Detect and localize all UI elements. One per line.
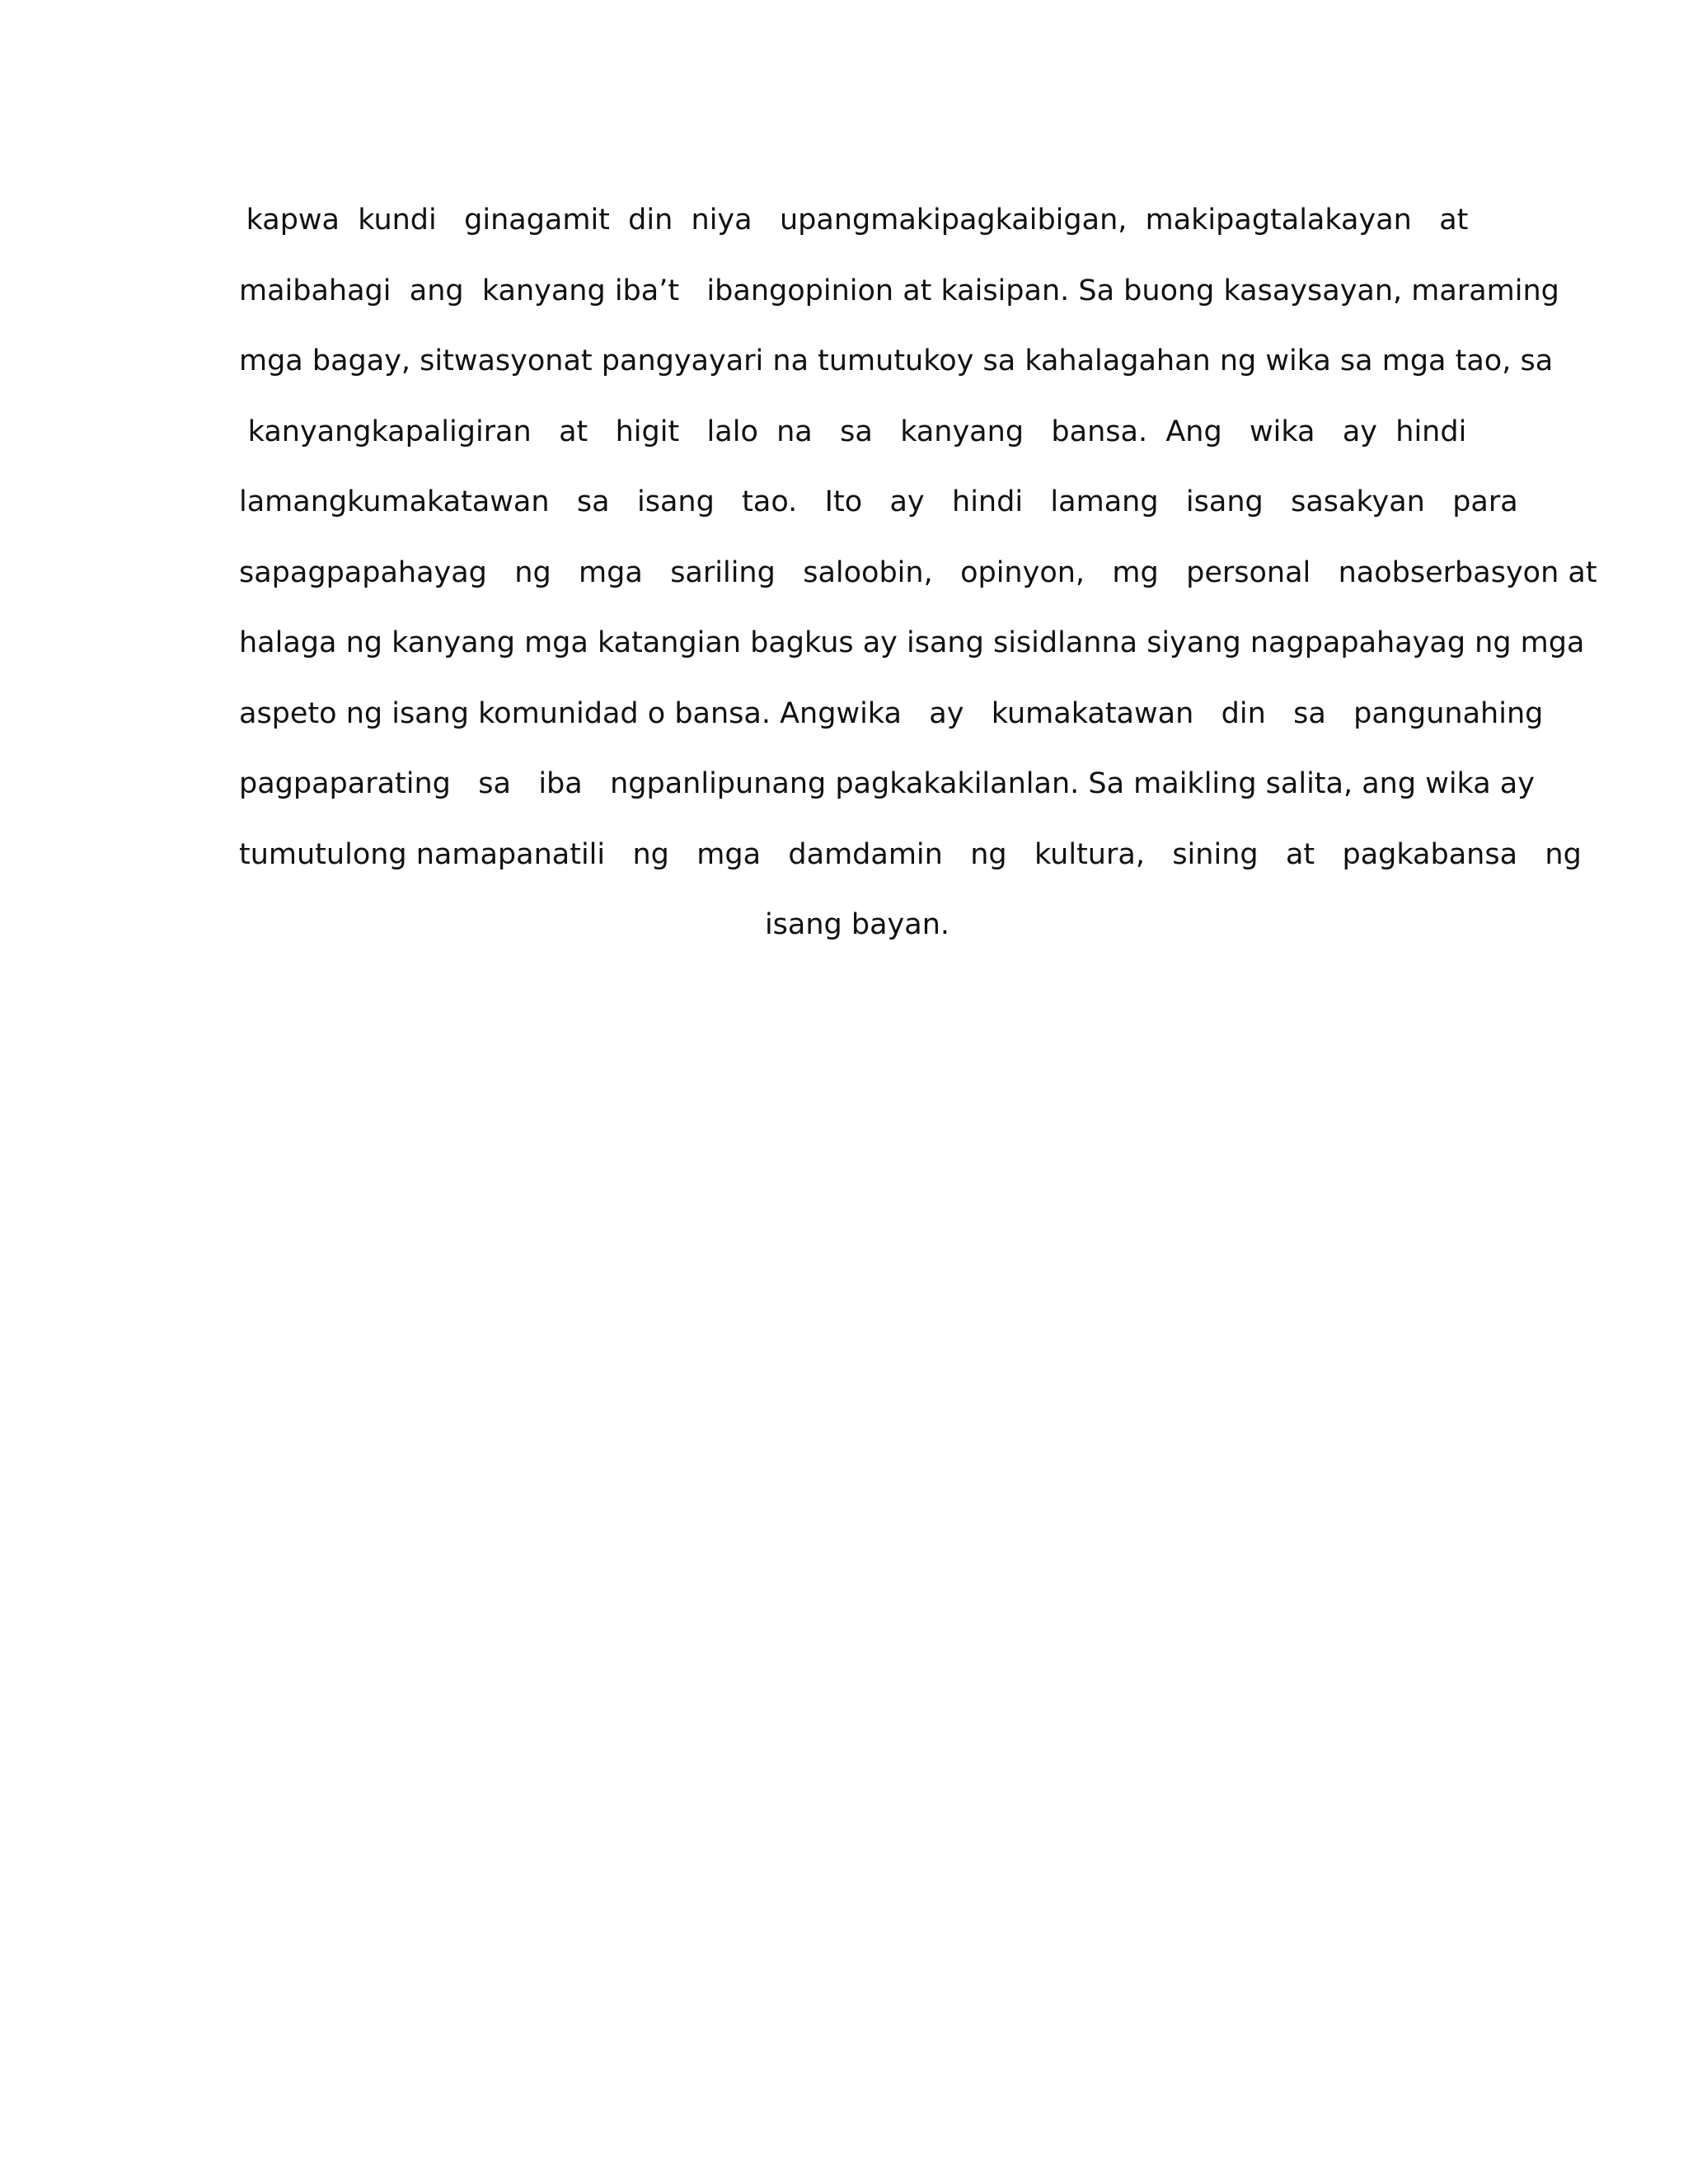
paragraph-line-7: halaga ng kanyang mga katangian bagkus ay isang sisidlanna siyang nagpapahayag ng mga — [239, 626, 1585, 659]
paragraph-line-3: mga bagay, sitwasyonat pangyayari na tumutukoy sa kahalagahan ng wika sa mga tao, sa — [239, 344, 1554, 377]
paragraph-line-9: pagpaparating sa iba ngpanlipunang pagkakakilanlan. Sa maikling salita, ang wika ay — [239, 767, 1535, 800]
paragraph-line-10: tumutulong namapanatili ng mga damdamin ng kultura, sining at pagkabansa ng — [239, 837, 1582, 871]
paragraph-line-6: sapagpapahayag ng mga sariling saloobin, opinyon, mg personal naobserbasyon at — [239, 555, 1597, 589]
paragraph-line-5: lamangkumakatawan sa isang tao. Ito ay hindi lamang isang sasakyan para — [239, 485, 1518, 518]
paragraph-line-2: maibahagi ang kanyang iba’t ibangopinion at kaisipan. Sa buong kasaysayan, maraming — [239, 274, 1559, 307]
paragraph-line-4: kanyangkapaligiran at higit lalo na sa kanyang bansa. Ang wika ay hindi — [247, 415, 1467, 448]
paragraph — [239, 185, 1597, 961]
paragraph-line-8: aspeto ng isang komunidad o bansa. Angwika ay kumakatawan din sa pangunahing — [239, 696, 1544, 730]
paragraph-line-1: kapwa kundi ginagamit din niya upangmakipagkaibigan, makipagtalakayan at — [246, 204, 1469, 237]
paragraph-line-11: isang bayan. — [764, 908, 950, 941]
